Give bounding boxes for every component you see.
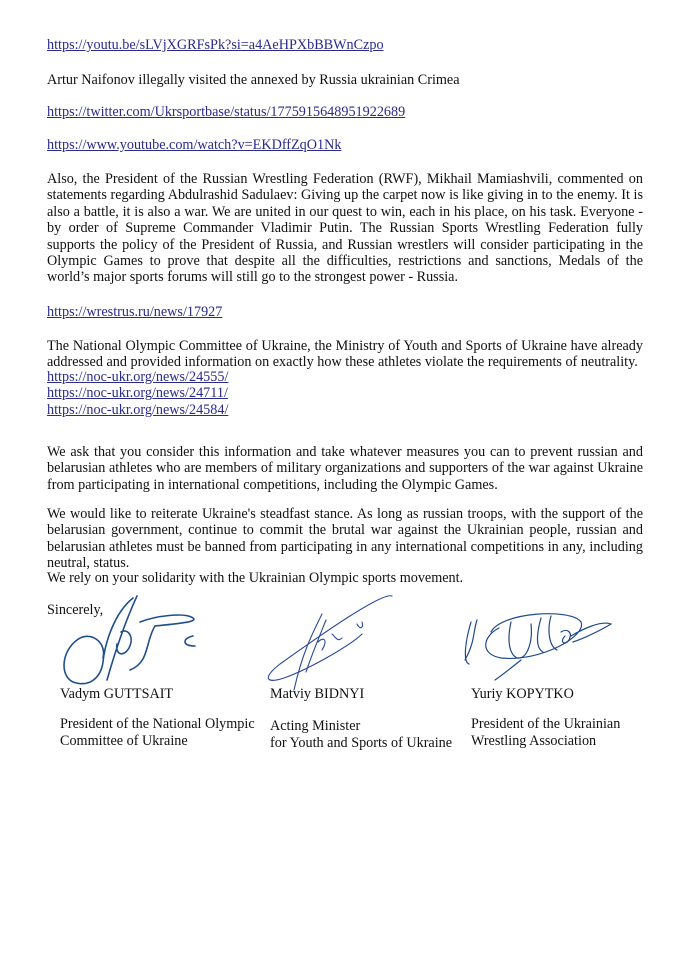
youtu-link[interactable]: https://youtu.be/sLVjXGRFsPk?si=a4AeHPXbBBWnCzpo (47, 37, 384, 53)
link-line (47, 304, 643, 320)
noc-link-24711[interactable]: https://noc-ukr.org/news/24711/ (47, 385, 228, 402)
signatory-title-bidnyi: Acting Minister for Youth and Sports of Ukraine (270, 718, 453, 751)
noc-links (47, 369, 643, 418)
signatory-title-kopytko: President of the Ukrainian Wrestling Association (471, 716, 621, 749)
link-line (47, 104, 643, 120)
rwf-paragraph: Also, the President of the Russian Wrestling Federation (RWF), Mikhail Mamiashvili, commented on statements regarding Abdulrashid Sadulaev: Giving up the carpet now is like giving in to the enemy. It is also a battle, it is also a war. We are united in our quest to win, each in his place, on his task. Everyone - by order of Supreme Commander Vladimir Putin. The Russian Sports Wrestling Federation fully supports the policy of the President of Russia, and Russian wrestlers will consider participating in the Olympic Games to prove that despite all the difficulties, restrictions and sanctions, Medals of the world’s major sports forums will still go to the strongest power - Russia. (47, 171, 643, 286)
youtube-link[interactable]: https://www.youtube.com/watch?v=EKDffZqO1Nk (47, 137, 342, 153)
noc-paragraph: The National Olympic Committee of Ukraine, the Ministry of Youth and Sports of Ukraine have already addressed and provided information on exactly how these athletes violate the requirements of neutrality. (47, 338, 643, 371)
signature-guttsait (55, 592, 205, 692)
noc-link-24584[interactable]: https://noc-ukr.org/news/24584/ (47, 401, 229, 418)
solidarity-paragraph: We rely on your solidarity with the Ukrainian Olympic sports movement. (47, 570, 464, 586)
noc-link-24555[interactable]: https://noc-ukr.org/news/24555/ (47, 369, 229, 385)
link-line (47, 37, 643, 53)
link-line (47, 137, 643, 153)
signatory-name-guttsait: Vadym GUTTSAIT (60, 686, 174, 702)
signature-kopytko (461, 602, 621, 682)
request-paragraph: We ask that you consider this information and take whatever measures you can to prevent russian and belarusian athletes who are members of military organizations and supporters of the war against Ukraine from participating in international competitions, including the Olympic Games. (47, 444, 643, 493)
twitter-link[interactable]: https://twitter.com/Ukrsportbase/status/1775915648951922689 (47, 104, 406, 120)
wrestrus-link[interactable]: https://wrestrus.ru/news/17927 (47, 304, 223, 320)
signatory-name-bidnyi: Matviy BIDNYI (270, 686, 365, 702)
signatory-title-guttsait: President of the National Olympic Committee of Ukraine (60, 716, 255, 749)
reiterate-paragraph: We would like to reiterate Ukraine's steadfast stance. As long as russian troops, with the support of the belarusian government, continue to commit the brutal war against the Ukrainian people, russian and belarusian athletes must be banned from participating in any international competitions in any, including neutral, status. (47, 506, 643, 572)
signature-bidnyi (262, 594, 402, 694)
signatory-name-kopytko: Yuriy KOPYTKO (471, 686, 574, 702)
closing-text: Sincerely, (47, 602, 104, 618)
naifonov-text: Artur Naifonov illegally visited the annexed by Russia ukrainian Crimea (47, 72, 460, 88)
